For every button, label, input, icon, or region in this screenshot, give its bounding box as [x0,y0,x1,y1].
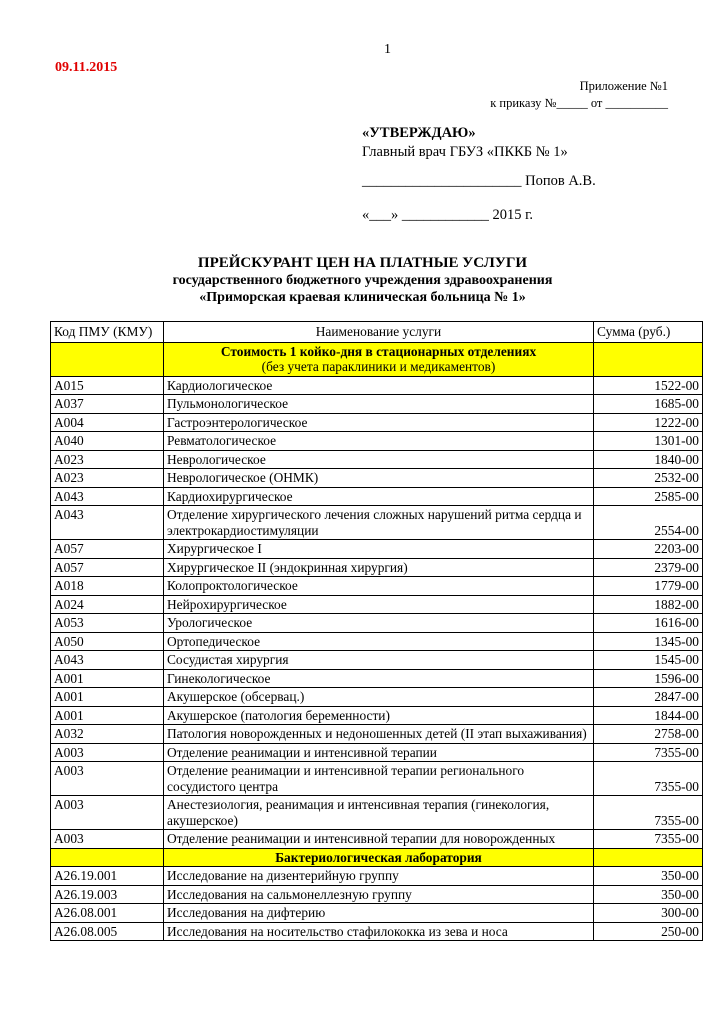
service-code: А043 [51,651,164,670]
service-code: А001 [51,669,164,688]
service-name: Акушерское (обсервац.) [164,688,594,707]
section-empty-cell [51,342,164,376]
service-price: 1222-00 [594,413,703,432]
service-code: А001 [51,688,164,707]
service-name: Колопроктологическое [164,577,594,596]
service-name: Гастроэнтерологическое [164,413,594,432]
table-row [51,413,703,432]
service-name: Акушерское (патология беременности) [164,706,594,725]
service-price: 2847-00 [594,688,703,707]
table-row [51,506,703,540]
table-row [51,540,703,559]
section-empty-cell [594,342,703,376]
section-title: Бактериологическая лаборатория [164,848,594,867]
section-header-inpatient [51,342,703,376]
header-code: Код ПМУ (КМУ) [51,322,164,343]
service-name: Анестезиология, реанимация и интенсивная терапия (гинекология, акушерское) [164,796,594,830]
service-name: Неврологическое [164,450,594,469]
table-row [51,922,703,941]
service-name: Урологическое [164,614,594,633]
section-empty-cell [51,848,164,867]
table-row [51,395,703,414]
service-price: 7355-00 [594,762,703,796]
appendix-line-2: к приказу №_____ от __________ [490,96,668,110]
service-price: 250-00 [594,922,703,941]
service-code: А057 [51,558,164,577]
header-sum: Сумма (руб.) [594,322,703,343]
service-name: Отделение реанимации и интенсивной терапии для новорожденных [164,830,594,849]
service-price: 300-00 [594,904,703,923]
service-name: Отделение хирургического лечения сложных нарушений ритма сердца и электрокардиостимуляции [164,506,594,540]
service-name: Кардиологическое [164,376,594,395]
table-row [51,450,703,469]
service-price: 2554-00 [594,506,703,540]
service-code: А057 [51,540,164,559]
service-price: 7355-00 [594,743,703,762]
approval-title: «УТВЕРЖДАЮ» [362,125,476,141]
table-row [51,614,703,633]
service-price: 1616-00 [594,614,703,633]
service-price: 1844-00 [594,706,703,725]
service-code: А001 [51,706,164,725]
service-code: А037 [51,395,164,414]
document-date: 09.11.2015 [55,60,118,75]
service-price: 350-00 [594,867,703,886]
service-price: 1545-00 [594,651,703,670]
table-row [51,904,703,923]
service-price: 1882-00 [594,595,703,614]
service-name: Кардиохирургическое [164,487,594,506]
table-row [51,632,703,651]
service-name: Исследование на дизентерийную группу [164,867,594,886]
table-row [51,762,703,796]
service-name: Хирургическое I [164,540,594,559]
table-row [51,688,703,707]
approval-date-line: «___» ____________ 2015 г. [362,207,534,223]
heading-title: ПРЕЙСКУРАНТ ЦЕН НА ПЛАТНЫЕ УСЛУГИ [197,255,528,271]
service-code: А053 [51,614,164,633]
heading-subtitle-1: государственного бюджетного учреждения здравоохранения [172,273,553,288]
service-price: 1345-00 [594,632,703,651]
service-code: А023 [51,469,164,488]
service-name: Пульмонологическое [164,395,594,414]
service-code: А043 [51,487,164,506]
heading-subtitle-2: «Приморская краевая клиническая больница № 1» [199,290,526,305]
section-title: Стоимость 1 койко-дня в стационарных отделениях [220,343,537,359]
appendix-reference [490,78,668,112]
table-row [51,867,703,886]
page-number: 1 [384,42,391,57]
table-row [51,595,703,614]
service-price: 7355-00 [594,796,703,830]
service-price: 2532-00 [594,469,703,488]
service-code: А043 [51,506,164,540]
section-subtitle: (без учета параклиники и медикаментов) [261,359,496,374]
service-name: Исследования на сальмонеллезную группу [164,885,594,904]
service-name: Ревматологическое [164,432,594,451]
service-price: 1840-00 [594,450,703,469]
table-row [51,577,703,596]
service-code: А015 [51,376,164,395]
service-code: А004 [51,413,164,432]
service-name: Исследования на носительство стафилококка из зева и носа [164,922,594,941]
table-row [51,725,703,744]
document-heading [0,255,725,306]
table-row [51,706,703,725]
table-row [51,743,703,762]
service-price: 7355-00 [594,830,703,849]
signature-line: ______________________ Попов А.В. [362,173,596,189]
service-name: Неврологическое (ОНМК) [164,469,594,488]
service-code: А003 [51,762,164,796]
service-code: А024 [51,595,164,614]
service-name: Отделение реанимации и интенсивной терапии [164,743,594,762]
service-code: А003 [51,743,164,762]
table-row [51,376,703,395]
service-name: Исследования на дифтерию [164,904,594,923]
service-code: А003 [51,796,164,830]
service-price: 2379-00 [594,558,703,577]
service-name: Ортопедическое [164,632,594,651]
service-name: Отделение реанимации и интенсивной терапии регионального сосудистого центра [164,762,594,796]
service-price: 1685-00 [594,395,703,414]
service-code: А050 [51,632,164,651]
service-code: А26.19.003 [51,885,164,904]
section-header-bacteriology [51,848,703,867]
section-empty-cell [594,848,703,867]
service-price: 2585-00 [594,487,703,506]
table-row [51,432,703,451]
service-price: 1301-00 [594,432,703,451]
service-code: А26.19.001 [51,867,164,886]
service-code: А023 [51,450,164,469]
service-name: Нейрохирургическое [164,595,594,614]
section-title-cell [164,342,594,376]
approval-position: Главный врач ГБУЗ «ПККБ № 1» [362,144,568,160]
service-price: 2203-00 [594,540,703,559]
header-name: Наименование услуги [164,322,594,343]
table-row [51,830,703,849]
service-code: А032 [51,725,164,744]
table-row [51,487,703,506]
table-header-row [51,322,703,343]
service-code: А26.08.005 [51,922,164,941]
table-row [51,469,703,488]
service-price: 1779-00 [594,577,703,596]
service-code: А040 [51,432,164,451]
approval-block [362,124,568,162]
service-name: Патология новорожденных и недоношенных детей (II этап выхаживания) [164,725,594,744]
service-code: А26.08.001 [51,904,164,923]
service-name: Хирургическое II (эндокринная хирургия) [164,558,594,577]
service-code: А018 [51,577,164,596]
appendix-line-1: Приложение №1 [579,79,668,93]
price-table [50,321,703,941]
service-price: 350-00 [594,885,703,904]
service-price: 2758-00 [594,725,703,744]
service-price: 1596-00 [594,669,703,688]
service-price: 1522-00 [594,376,703,395]
service-name: Гинекологическое [164,669,594,688]
table-row [51,669,703,688]
table-row [51,796,703,830]
table-row [51,558,703,577]
table-row [51,885,703,904]
table-row [51,651,703,670]
service-name: Сосудистая хирургия [164,651,594,670]
service-code: А003 [51,830,164,849]
